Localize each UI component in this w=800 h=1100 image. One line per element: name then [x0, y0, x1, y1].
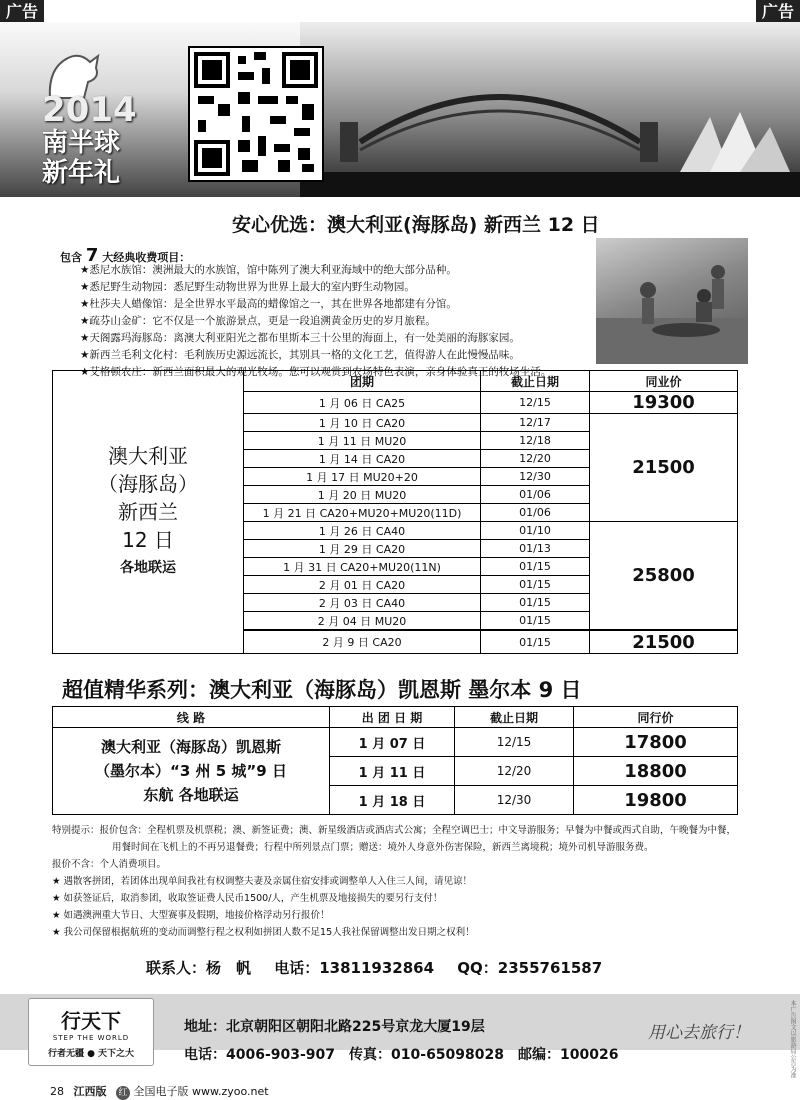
company-motto: 用心去旅行！ [648, 1023, 750, 1043]
row-date: 1 月 07 日 [330, 728, 455, 757]
row-price: 19300 [590, 392, 738, 414]
contact-qq[interactable]: QQ：2355761587 [457, 959, 603, 977]
includes-number: 7 [85, 245, 99, 266]
row-cutoff: 12/18 [481, 432, 590, 450]
row-cutoff: 12/15 [481, 392, 590, 414]
note-line: ★ 如遇澳洲重大节日、大型赛事及假期，地接价格浮动另行报价！ [52, 910, 330, 921]
row-cutoff: 12/20 [481, 450, 590, 468]
trip1-title: 安心优选：澳大利亚(海豚岛) 新西兰 12 日 [232, 214, 600, 236]
row-date: 1 月 11 日 MU20 [244, 432, 481, 450]
route-line: 新西兰 [118, 500, 178, 524]
row-cutoff: 01/06 [481, 486, 590, 504]
highlights-list [80, 262, 600, 381]
row-date: 1 月 26 日 CA40 [244, 522, 481, 540]
header-price: 同行价 [574, 707, 738, 728]
highlight-item: ★杜莎夫人蜡像馆：是全世界水平最高的蜡像馆之一，其在世界各地都建有分馆。 [80, 298, 457, 310]
row-date: 1 月 17 日 MU20+20 [244, 468, 481, 486]
brand-line-2: 新年礼 [42, 158, 121, 188]
row-price: 19800 [574, 786, 738, 815]
highlight-item: ★新西兰毛利文化村：毛利族历史源远流长，其别具一格的文化工艺，值得游人在此慢慢品味。 [80, 349, 520, 361]
trip1-schedule-table [52, 370, 738, 654]
row-date: 1 月 18 日 [330, 786, 455, 815]
table-header-row [53, 707, 738, 728]
row-cutoff: 01/13 [481, 540, 590, 558]
route-line: （墨尔本）“3 州 5 城”9 日 [95, 762, 287, 780]
header-price: 同业价 [590, 371, 738, 392]
sydney-harbour-photo [300, 22, 800, 197]
logo-mark: 行天下 [61, 1009, 121, 1033]
company-logo [28, 998, 154, 1066]
page-footer [50, 1083, 269, 1100]
row-cutoff: 01/15 [481, 594, 590, 612]
dolphin-feeding-photo [596, 238, 748, 364]
row-date: 1 月 11 日 [330, 757, 455, 786]
highlight-item: ★疏芬山金矿：它不仅是一个旅游景点，更是一段追溯黄金历史的岁月旅程。 [80, 315, 436, 327]
trip1-route-cell [53, 371, 244, 654]
row-cutoff: 12/30 [455, 786, 574, 815]
row-date: 1 月 10 日 CA20 [244, 414, 481, 432]
contact-phone[interactable]: 电话：13811932864 [274, 959, 435, 977]
highlight-item: ★悉尼水族馆：澳洲最大的水族馆，馆中陈列了澳大利亚海域中的绝大部分品种。 [80, 264, 457, 276]
row-date: 1 月 14 日 CA20 [244, 450, 481, 468]
row-date: 2 月 9 日 CA20 [244, 630, 481, 654]
table-row [53, 728, 738, 757]
qr-code[interactable] [188, 46, 324, 182]
row-date: 1 月 21 日 CA20+MU20+MU20(11D) [244, 504, 481, 522]
site-link[interactable]: 全国电子版 www.zyoo.net [133, 1085, 269, 1098]
note-line: 用餐时间在飞机上的不再另退餐费；行程中所列景点门票；赠送：境外人身意外伤害保险，新西兰离境税；境外司机导游服务费。 [112, 842, 654, 853]
logo-slogan: 行者无疆 ● 天下之大 [47, 1049, 135, 1059]
header-date: 团期 [244, 371, 481, 392]
note-line: 特别提示：报价包含：全程机票及机票税；澳、新签证费；澳、新星级酒店或酒店式公寓；全程空调巴士；中文导游服务；早餐为中餐或西式自助，午晚餐为中餐， [52, 825, 737, 836]
contact-line [146, 957, 620, 978]
note-line: ★ 遇散客拼团，若团体出现单间我社有权调整夫妻及亲属住宿安排或调整单人入住三人间，请见谅！ [52, 876, 473, 887]
row-cutoff: 01/15 [481, 576, 590, 594]
brand-line-1: 南半球 [42, 128, 121, 158]
ad-label-right: 广告 [756, 0, 800, 24]
row-date: 1 月 31 日 CA20+MU20(11N) [244, 558, 481, 576]
qr-pattern-icon [190, 48, 322, 180]
brand-year: 2014 [42, 90, 137, 130]
logo-english: STEP THE WORLD [52, 1034, 130, 1042]
harbour-skyline [300, 22, 800, 197]
highlight-item: ★天阁露玛海豚岛：离澳大利亚阳光之都布里斯本三十公里的海面上，有一处美丽的海豚家园。 [80, 332, 520, 344]
route-line: 东航 各地联运 [143, 786, 239, 804]
route-line: 澳大利亚（海豚岛）凯恩斯 [100, 738, 281, 756]
row-cutoff: 01/06 [481, 504, 590, 522]
route-line: （海豚岛） [98, 472, 198, 496]
row-price: 18800 [574, 757, 738, 786]
page-number: 28 [50, 1085, 64, 1098]
row-date: 2 月 03 日 CA40 [244, 594, 481, 612]
note-line: ★ 如获签证后，取消参团，收取签证费人民币1500/人，产生机票及地接损失的要另行支付！ [52, 893, 443, 904]
dolphin-scene [596, 238, 748, 364]
row-cutoff: 01/15 [481, 630, 590, 654]
route-line: 澳大利亚 [108, 444, 188, 468]
hero-banner [0, 22, 800, 197]
side-note: 本广告图文以旅游局公告为准 [789, 1000, 796, 1078]
row-price: 21500 [590, 414, 738, 522]
highlight-item: ★艾格顿农庄：新西兰面积最大的观光牧场。您可以观赏到农场特色表演，亲身体验真正的牧场生活。 [80, 366, 552, 378]
note-line: 报价不含：个人消费项目。 [52, 859, 167, 870]
table-header-row [53, 371, 738, 392]
note-line: ★ 我公司保留根据航班的变动而调整行程之权利如拼团人数不足15人我社保留调整出发日期之权利！ [52, 927, 475, 938]
header-date: 出 团 日 期 [330, 707, 455, 728]
row-date: 1 月 29 日 CA20 [244, 540, 481, 558]
row-cutoff: 12/15 [455, 728, 574, 757]
row-date: 1 月 06 日 CA25 [244, 392, 481, 414]
route-line: 各地联运 [120, 560, 176, 576]
header-route: 线 路 [53, 707, 330, 728]
row-price: 21500 [590, 630, 738, 654]
edition-badge: 红 [116, 1086, 130, 1100]
row-cutoff: 12/17 [481, 414, 590, 432]
row-price: 25800 [590, 522, 738, 631]
row-date: 2 月 01 日 CA20 [244, 576, 481, 594]
route-line: 12 日 [122, 528, 174, 552]
header-cutoff: 截止日期 [455, 707, 574, 728]
row-date: 2 月 04 日 MU20 [244, 612, 481, 631]
trip2-title: 超值精华系列：澳大利亚（海豚岛）凯恩斯 墨尔本 9 日 [62, 678, 582, 702]
company-phones: 电话：4006-903-907 传真：010-65098028 邮编：100026 [184, 1047, 619, 1063]
includes-suffix: 大经典收费项目： [102, 251, 191, 264]
includes-prefix: 包含 [60, 251, 82, 264]
row-cutoff: 01/10 [481, 522, 590, 540]
row-cutoff: 01/15 [481, 612, 590, 631]
row-cutoff: 12/20 [455, 757, 574, 786]
edition-label: 江西版 [73, 1085, 107, 1098]
row-date: 1 月 20 日 MU20 [244, 486, 481, 504]
terms-notes [52, 822, 772, 941]
brand-slogan [42, 52, 172, 188]
highlight-item: ★悉尼野生动物园：悉尼野生动物世界为世界上最大的室内野生动物园。 [80, 281, 415, 293]
header-cutoff: 截止日期 [481, 371, 590, 392]
row-cutoff: 12/30 [481, 468, 590, 486]
row-price: 17800 [574, 728, 738, 757]
company-address: 地址：北京朝阳区朝阳北路225号京龙大厦19层 [184, 1019, 485, 1035]
trip2-route-cell [53, 728, 330, 815]
contact-person: 联系人：杨 帆 [146, 959, 252, 977]
ad-label-left: 广告 [0, 0, 44, 24]
row-cutoff: 01/15 [481, 558, 590, 576]
trip2-schedule-table [52, 706, 738, 815]
